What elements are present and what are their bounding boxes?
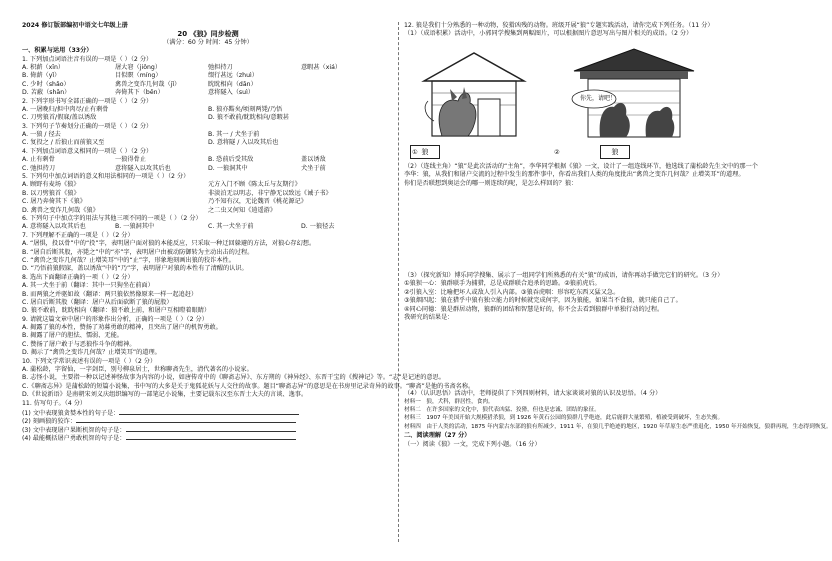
blank-2-label: ② bbox=[554, 148, 560, 156]
q6-option-a: A. 意将隧入以攻其后也 bbox=[22, 223, 86, 231]
q1-option-d1: D. 苫蔽（shān） bbox=[22, 89, 71, 97]
q5-option-a1: A. 顾野有麦场《狼》 bbox=[22, 181, 80, 189]
q4-option-b1: B. 恐前后受其敌 bbox=[208, 156, 254, 164]
q8-stem: 8. 选出下面翻译正确的一项（ ）（2 分） bbox=[22, 273, 134, 281]
section2-heading: 二、阅读理解（27 分） bbox=[404, 432, 471, 440]
q7-option-d: D. “乃悟前狼假寐，盖以诱敌”中的“乃”字，表明屠户对狼的本性有了清醒的认识。 bbox=[22, 265, 248, 273]
section2-subheading: （一）阅读《狼》一文，完成下列小题。（16 分） bbox=[404, 440, 541, 448]
q8-option-a: A. 其一犬坐于前（翻译：其中一只狗坐在前面） bbox=[22, 282, 154, 290]
page-title: 20 《狼》同步检测 bbox=[177, 30, 239, 39]
q7-option-c: C. “禽兽之变诈几何哉？止增笑耳”中的“止”字，形象地刻画出狼的狡诈本性。 bbox=[22, 256, 235, 264]
illustration-caption-right: 狼 bbox=[600, 145, 630, 159]
q1-row bbox=[22, 81, 394, 89]
section-heading: 一、积累与运用（33分） bbox=[22, 47, 93, 55]
q12-3-line-1: （3）（探究新知）博乐同学搜集、展示了一组同学们所熟悉的有关“狼”的成语，请你再动手做完它们的研究。（3 分） bbox=[404, 271, 724, 279]
q2-option-d: D. 狼不敢前/眈眈相向/意暇甚 bbox=[208, 114, 289, 122]
q9-option-d: D. 揭示了“禽兽之变诈几何哉？止增笑耳”的道理。 bbox=[22, 349, 161, 357]
q5-option-d2: 之二虫又何知《逍遥游》 bbox=[208, 206, 277, 214]
two-wolves-gate-illustration bbox=[554, 41, 714, 159]
q11-line-3[interactable]: (3) 文中表现屠户果断机智的句子是： bbox=[22, 425, 394, 433]
answer-blank[interactable] bbox=[119, 408, 299, 415]
q1-option-c1: C. 少时（shǎo） bbox=[22, 80, 70, 88]
q5-row bbox=[22, 198, 394, 206]
q4-option-d2: 犬坐于前 bbox=[301, 164, 326, 172]
q3-stem: 3. 下列句子节奏划分正确的一项是（ ）（2 分） bbox=[22, 122, 153, 130]
q5-option-c2: 乃不知有汉，无论魏晋《桃花源记》 bbox=[208, 198, 307, 206]
q1-row bbox=[22, 72, 394, 80]
material-4: 材料四 由于人类的活动，1875 年内蒙古东部的狼有所减少，1911 年，在狼几乎绝迹的地区，1920 年草原生态严重退化，1950 年开始恢复，狼群再现，生态得到恢复。 bbox=[404, 423, 832, 430]
q12-2-line-1: （2）（连线主角）“狼”是此次活动的“主角”，李华同学根据《狼》一文，设计了一组连线环节，他选线了蒲松龄先生文中的那一个 bbox=[404, 162, 758, 170]
wolf-house-illustration bbox=[414, 41, 534, 159]
answer-area-q12-3[interactable] bbox=[404, 322, 774, 390]
q10-option-a: A. 蒲松龄，字留仙，一字剑臣，别号柳泉居士，世称聊斋先生，清代著名的小说家。 bbox=[22, 366, 253, 374]
q1-option-a2: 屠大窘（jiǒng） bbox=[115, 63, 162, 71]
q1-option-d4 bbox=[301, 89, 394, 97]
q5-option-c1: C. 屠乃奔倚其下《狼》 bbox=[22, 198, 86, 206]
q9-option-a: A. 揭露了狼的本性，赞扬了劝募勇敢的精神，且突出了屠户的机智勇敢。 bbox=[22, 324, 222, 332]
q12-1-stem: （1）（成语积累）活动中，小郭同学搜集到两幅图片，可以根据图片意思写出与图片相关的成语。（2 分） bbox=[404, 30, 693, 38]
q4-option-d1: D. 一狼洞其中 bbox=[208, 164, 248, 172]
q4-row bbox=[22, 156, 394, 164]
q4-row bbox=[22, 165, 394, 173]
q3-option-c: C. 复投之 / 后狼止而前狼又至 bbox=[22, 139, 105, 147]
material-1: 材料一 狼，犬科，群居性，食肉。 bbox=[404, 398, 494, 405]
q5-stem: 5. 下列句中加点词语的意义和用法相同的一项是（ ）（2 分） bbox=[22, 173, 190, 181]
q3-option-a: A. 一狼 / 径去 bbox=[22, 131, 61, 139]
q12-3-line-2: ①狼狈一心：狼群联手为捕猎，总是成群联合追杀的思路。②狼前虎后。 bbox=[404, 280, 601, 288]
answer-blank[interactable] bbox=[76, 416, 296, 423]
column-divider bbox=[398, 22, 399, 542]
q6-option-d: D. 一狼径去 bbox=[301, 223, 335, 231]
q1-option-c3: 眈眈相向（dān） bbox=[208, 80, 257, 88]
q11-line-4[interactable]: (4) 最能概括屠户勇敢机智的句子是： bbox=[22, 433, 394, 441]
q12-3-line-5: ④同心同德：狼是群居动物，狼群的团结和智慧是好的，你不会去看到狼群中单独行动的过程。 bbox=[404, 305, 664, 313]
q2-stem: 2. 下列字形书写全部正确的一项是（ ）（2 分） bbox=[22, 97, 153, 105]
q1-option-c4 bbox=[301, 81, 394, 89]
q1-option-d3: 意将隧入（suì） bbox=[208, 89, 254, 97]
answer-blank[interactable] bbox=[126, 433, 296, 440]
q9-option-b: B. 揭露了屠户的胆怯、懦弱、无能。 bbox=[22, 332, 123, 340]
q6-row bbox=[22, 223, 394, 231]
q1-option-b4 bbox=[301, 72, 394, 80]
q2-row bbox=[22, 114, 394, 122]
blank-1-label: ① bbox=[412, 148, 418, 156]
q10-option-b: B. 志怪小说，主要指一种以记述神怪故事为内容的小说，如唐传奇中的《聊斋志异》、东方朔的《神异经》、东晋干宝的《搜神记》等。“志”是记述的意思。 bbox=[22, 374, 445, 382]
illustration-caption-left: 狼 bbox=[410, 145, 440, 159]
q4-option-c2: 意将隧入以攻其后也 bbox=[115, 164, 171, 172]
header-top: 2024 修订版部编初中语文七年级上册 bbox=[22, 22, 128, 29]
q4-option-a2: 一狼得骨止 bbox=[115, 156, 146, 164]
q12-2-line-3: 你们是否联想到奥运会的哪一则连续的呢，是怎么样回的？狼： bbox=[404, 179, 578, 187]
q5-option-a2: 元方入门不顾《陈太丘与友期行》 bbox=[208, 181, 301, 189]
q5-row bbox=[22, 190, 394, 198]
q11-line-1[interactable]: (1) 文中表现狼贪婪本性的句子是： bbox=[22, 408, 394, 416]
q5-row bbox=[22, 181, 394, 189]
speech-bubble-text: 你先，请吧！ bbox=[580, 94, 617, 102]
q6-stem: 6. 下列句子中加点字的用法与其他三项不同的一项是（ ）（2 分） bbox=[22, 214, 202, 222]
q4-option-c1: C. 弛担持刀 bbox=[22, 164, 56, 172]
q1-option-a1: A. 积薪（xīn） bbox=[22, 63, 65, 71]
q7-option-a: A. “屠惧，投以骨”中的“投”字，表明屠户面对狼的本能反应，只采取一种迂回躲避的方法，对狼心存幻想。 bbox=[22, 240, 316, 248]
answer-area-q12-2[interactable] bbox=[404, 188, 774, 272]
q5-option-d1: D. 禽兽之变诈几何哉《狼》 bbox=[22, 206, 99, 214]
illustration-area bbox=[404, 41, 774, 163]
q6-option-c: C. 其一犬坐于前 bbox=[208, 223, 254, 231]
q7-option-b: B. “屠自后断其股，亦毙之”中的“亦”字，表明屠户由被动防御转为主动出击的过程。 bbox=[22, 248, 254, 256]
q11-line-2[interactable]: (2) 刻画狼的狡诈： bbox=[22, 416, 394, 424]
q3-option-d: D. 意将隧 / 入以攻其后也 bbox=[208, 139, 279, 147]
right-column bbox=[404, 22, 832, 449]
q9-stem: 9. 请就这篇文章中屠户的形象作出分析，正确的一项是（ ）（2 分） bbox=[22, 315, 208, 323]
q6-option-b: B. 一狼洞其中 bbox=[115, 223, 155, 231]
material-2: 材料二 在许多国家的文化中，狼代表凶猛、狡猾，但也是忠诚、团结的象征。 bbox=[404, 407, 600, 414]
exam-meta: （满分：60 分 时间：45 分钟） bbox=[163, 38, 253, 46]
q8-option-b: B. 而两狼之并驱如故（翻译：两只狼依然像原来一样一起追赶） bbox=[22, 290, 198, 298]
q4-option-b2: 盖以诱敌 bbox=[301, 156, 326, 164]
material-3: 材料三 1907 年美国开始大规模猎杀狼，到 1926 年黄石公园的狼群几乎绝迹，此后鹿群大量繁殖，植被受到破坏，生态失衡。 bbox=[404, 415, 724, 422]
q12-2-line-2: 李华：狼，从我们和屠户交流的过程中发生的那件事中，你看出我们人类的角度批出“禽兽之变诈几何哉？止增笑耳”的道理。 bbox=[404, 171, 745, 179]
q9-option-c: C. 赞扬了屠户敢于与恶狼作斗争的精神。 bbox=[22, 340, 136, 348]
q12-3-line-4: ③狼烟四起：狼在猎乎中狼有独立能力的时候就完成何字，因为狼能，如果当不食狼，就只能自己了。 bbox=[404, 297, 682, 305]
q7-stem: 7. 下列理解不正确的一项是（ ）（2 分） bbox=[22, 231, 134, 239]
q1-option-c2: 禽兽之变诈几何哉（jǐ） bbox=[115, 80, 181, 88]
q10-option-c: C.《聊斋志异》是蒲松龄的短篇小说集，书中写的大多是关于鬼狐花妖与人交往的故事。题目“聊斋志异”的意思是在书房里记录奇异的故事。“聊斋”是他的书斋名称。 bbox=[22, 382, 475, 390]
q12-intro: 12. 狼是我们十分熟悉的一种动物，狡猾凶残的动物。班级开展“狼”专题实践活动，请你完成下列任务。（11 分） bbox=[404, 22, 714, 29]
q8-option-d: D. 狼不敢前，眈眈相向（翻译：狼不敢上前，和屠户互相瞪着眼睛） bbox=[22, 307, 211, 315]
q4-stem: 4. 下列加点词语意义相同的一项是（ ）（2 分） bbox=[22, 147, 153, 155]
q5-row bbox=[22, 207, 394, 215]
q5-option-b2: 非淡泊无以明志，非宁静无以致远《诫子书》 bbox=[208, 189, 332, 197]
q10-option-d: D.《世说新语》是南朝宋刘义庆组织编写的一部笔记小说集，主要记载东汉至东晋士大夫的言谈、逸事。 bbox=[22, 391, 308, 399]
q1-option-b2: 目似瞑（míng） bbox=[115, 72, 162, 80]
q4-option-a1: A. 止有剩骨 bbox=[22, 156, 55, 164]
q3-option-b: B. 其一 / 犬坐于前 bbox=[208, 131, 260, 139]
q2-option-c: C. 刀劈狼首/假寐/盖以诱敌 bbox=[22, 114, 97, 122]
q12-3-line-6: 我研究的结果是： bbox=[404, 313, 454, 321]
q8-option-c: C. 屠自后断其股（翻译：屠户从后面砍断了狼的屁股） bbox=[22, 298, 173, 306]
q5-option-b1: B. 以刀劈狼首《狼》 bbox=[22, 189, 80, 197]
q2-option-b: B. 狼亦黠矣/顷刻两毙/乃悟 bbox=[208, 105, 283, 113]
q1-option-b3: 缀行甚远（zhuì） bbox=[208, 72, 258, 80]
q1-row bbox=[22, 89, 394, 97]
q11-stem: 11. 仿写句子。（4 分） bbox=[22, 399, 87, 407]
q1-option-a3: 弛担持刀 bbox=[208, 63, 233, 71]
q10-stem: 10. 下列文学常识表述有误的一项是（ ）（2 分） bbox=[22, 357, 157, 365]
q1-option-d2: 奔倚其下（bēn） bbox=[115, 89, 164, 97]
q12-4-stem: （4）（认识思悟）活动中，老师提供了下列四则材料，请大家谈谈对狼的认识及思悟。（4 分） bbox=[404, 390, 662, 398]
q1-stem: 1. 下列加点词语注音有误的一项是（ ）（2 分） bbox=[22, 55, 153, 63]
q1-option-b1: B. 倚薪（yǐ） bbox=[22, 72, 61, 80]
q3-row bbox=[22, 139, 394, 147]
answer-blank[interactable] bbox=[126, 425, 296, 432]
q12-3-line-3: ②引狼入室：比喻把坏人或敌人引入内部。③狼吞虎咽：形容吃东西又猛又急。 bbox=[404, 288, 620, 296]
q1-option-a4: 意暇甚（xiá） bbox=[301, 63, 342, 71]
q2-option-a: A. 一屠晚归/担中肉尽/止有剩骨 bbox=[22, 105, 109, 113]
